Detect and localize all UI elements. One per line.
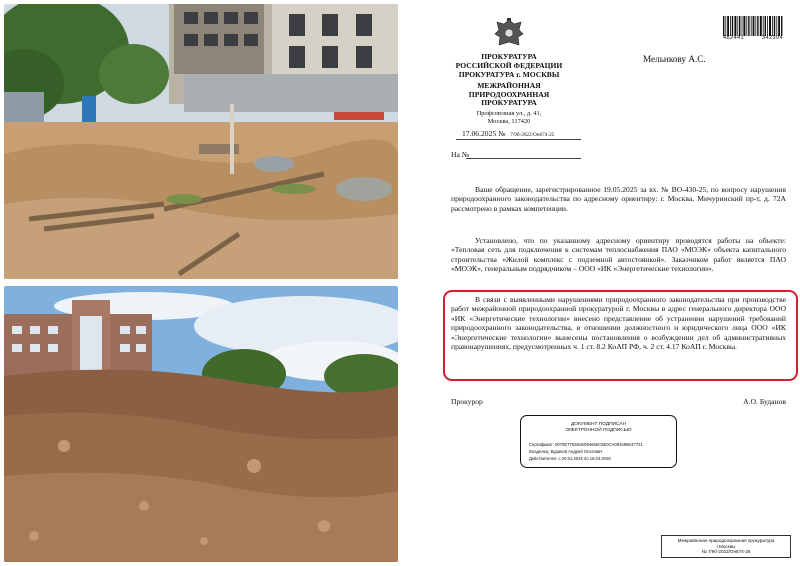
org-line: РОССИЙСКОЙ ФЕДЕРАЦИИ [455,60,563,70]
soil-pile-photo [4,286,398,562]
prosecutor-letter [400,0,800,566]
paragraph-violations: В связи с выявленными нарушениями природоохранного законодательства при производстве работ межрайонной природоохранной прокуратурой г. Москвы в адрес генерального директора ООО «ИК «Энергетические технологии» внесено представление об устранении нарушений требований природоохранного законодательства, в отношении должностного и юридического лица ООО «ИК «Энергетические технологии» вынесены постановления о возбуждении дел об административных правонарушениях, предусмотренных ч. 1 ст. 8.2 КоАП РФ, ч. 2 ст. 4.17 КоАП г. Москвы. [451,295,786,352]
dept-line: МЕЖРАЙОННАЯ [477,81,541,90]
barcode-icon [723,16,783,36]
na-label: На № [451,150,469,159]
org-line: ПРОКУРАТУРА [481,52,537,61]
signature-row [451,397,786,406]
date-underline [456,139,581,140]
stamp-title-line: ДОКУМЕНТ ПОДПИСАН [570,422,627,427]
barcode-right-number: 342304 [761,35,783,41]
stamp-owner: Владелец: Буданов Андрей Олегович [529,449,603,454]
footer-line: г.Москвы [716,543,736,549]
address-line: Профсоюзная ул., д. 41, [476,110,542,117]
stamp-validity: Действителен: с 20.01.2025 по 15.04.2026 [529,456,611,461]
dept-line: ПРОКУРАТУРА [481,98,537,108]
org-line: ПРОКУРАТУРА г. МОСКВЫ [458,70,560,80]
stamp-title-line: ЭЛЕКТРОННОЙ ПОДПИСЬЮ [565,428,632,433]
footer-line: № 7/9б-2022/Он674-25 [701,549,751,555]
date-line [462,129,554,138]
org-address [454,110,564,125]
barcode-numbers [723,35,783,41]
signer-name: А.О. Буданов [743,397,786,406]
dept-line: ПРИРОДООХРАННАЯ [468,89,550,99]
barcode-left-number: 482441 [723,35,745,41]
paragraph-findings: Установлено, что по указанному адресному ориентиру проводятся работы на объекте: «Тепловая сеть для подключения к системам теплоснабжения ПАО «МОЭК» объекта капитального строительства «Жилой комплекс с подземной автостоянкой». Заказчиком работ является ПАО «МОЭК», генеральным подрядчиком – ООО «ИК «Энергетические технологии». [451,236,786,274]
date-number-prefix: № [498,129,506,138]
recipient-name: Мельнкову А.С. [643,54,706,64]
electronic-signature-stamp [520,415,677,468]
signer-title: Прокурор [451,397,483,406]
na-underline [466,158,581,159]
construction-site-photo [4,4,398,279]
address-line: Москва, 117420 [487,117,531,125]
soil-pile-illustration [4,286,398,562]
coat-of-arms-emblem [494,18,524,50]
department-header [454,82,564,108]
letter-ref-number: 7/9б-2022/Он674-25 [510,132,555,138]
paragraph-appeal: Ваше обращение, зарегистрированное 19.05.2025 за вх. № ВО-430-25, по вопросу нарушения природоохранного законодательства по адресному ориентиру: г. Москва, Мичуринский пр-т, д. 72А рассмотрено в рамках компетенции. [451,185,786,213]
footer-registration-box [661,535,791,558]
org-header [454,53,564,80]
stamp-certificate: Сертификат: 0070E7763616D94665C5E0CA091080E47721 [529,442,643,447]
letter-date: 17.06.2025 [462,129,497,138]
construction-site-illustration [4,4,398,279]
stamp-details [529,441,643,462]
highlight-box [443,290,798,381]
footer-line: Межрайонная природоохранная прокуратура [677,538,775,543]
stamp-title [521,422,676,434]
